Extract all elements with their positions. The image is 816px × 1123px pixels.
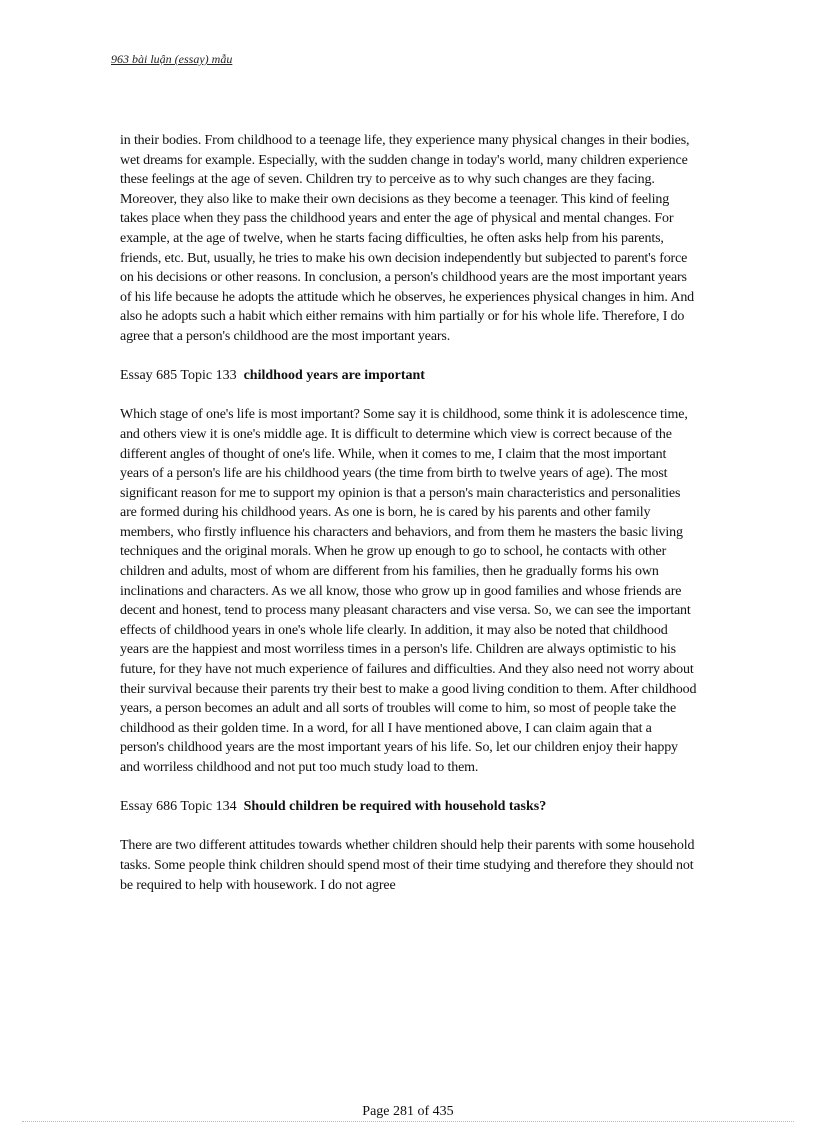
footer-divider [22,1121,794,1122]
essay-paragraph-continued: in their bodies. From childhood to a teenage life, they experience many physical changes in their bodies, wet dreams for example. Especially, with the sudden change in today's world, many children experience these feelings at the age of seven. Children try to perceive as to why such changes are they facing. Moreover, they also like to make their own decisions as they become a teenager. This kind of feeling takes place when they pass the childhood years and enter the age of physical and mental changes. For example, at the age of twelve, when he starts facing difficulties, he often asks help from his parents, friends, etc. But, usually, he tries to make his own decision independently but subjected to parent's force on his decisions or other reasons. In conclusion, a person's childhood years are the most important years of his life because he adopts the attitude which he observes, he experiences physical changes in him. And also he adopts such a habit which either remains with him partially or for his whole life. Therefore, I do agree that a person's childhood are the most important years. [120,133,695,344]
essay-686-heading [120,797,698,817]
paragraph-spacer [120,386,698,406]
essay-685-body: Which stage of one's life is most important? Some say it is childhood, some think it is adolescence time, and others view it is one's middle age. It is difficult to determine which view is correct because of the different angles of thought of one's life. While, when it comes to me, I claim that the most important years of a person's life are his childhood years (the time from birth to twelve years of age). The most significant reason for me to support my opinion is that a person's main characteristics and personalities are formed during his childhood years. As one is born, he is cared by his parents and other family members, who firstly influence his characters and behaviors, and from them he masters the basic living techniques and the original morals. When he grow up enough to go to school, he contacts with other children and adults, most of whom are different from his families, then he gradually forms his own inclinations and characters. As we all know, those who grow up in good families and whose friends are decent and honest, tend to process many pleasant characters and vise versa. So, we can see the important effects of childhood years in one's whole life clearly. In addition, it may also be noted that childhood years are the happiest and most worriless times in a person's life. Children are always optimistic to his future, for they have not much experience of failures and difficulties. And they also need not worry about their survival because their parents try their best to make a good living condition to them. After childhood years, a person becomes an adult and all sorts of troubles will come to him, so most of people take the childhood as their golden time. In a word, for all I have mentioned above, I can claim again that a person's childhood years are the most important years of his life. So, let our children enjoy their happy and worriless childhood and not put too much study load to them. [120,407,697,775]
paragraph-spacer [120,347,698,367]
essay-686-label: Essay 686 Topic 134 [120,799,237,815]
paragraph-spacer [120,817,698,837]
essay-685-label: Essay 685 Topic 133 [120,368,237,384]
essay-686-body: There are two different attitudes towards whether children should help their parents with some household tasks. Some people think children should spend most of their time studying and therefore they should not be required to help with housework. I do not agree [120,838,695,893]
essay-685-title: childhood years are important [243,368,425,384]
essay-685-heading [120,366,698,386]
document-body [120,131,698,895]
page-number: Page 281 of 435 [362,1104,454,1119]
essay-686-title: Should children be required with household tasks? [243,799,547,815]
document-header: 963 bài luận (essay) mẫu [111,52,233,66]
paragraph-spacer [120,778,698,798]
